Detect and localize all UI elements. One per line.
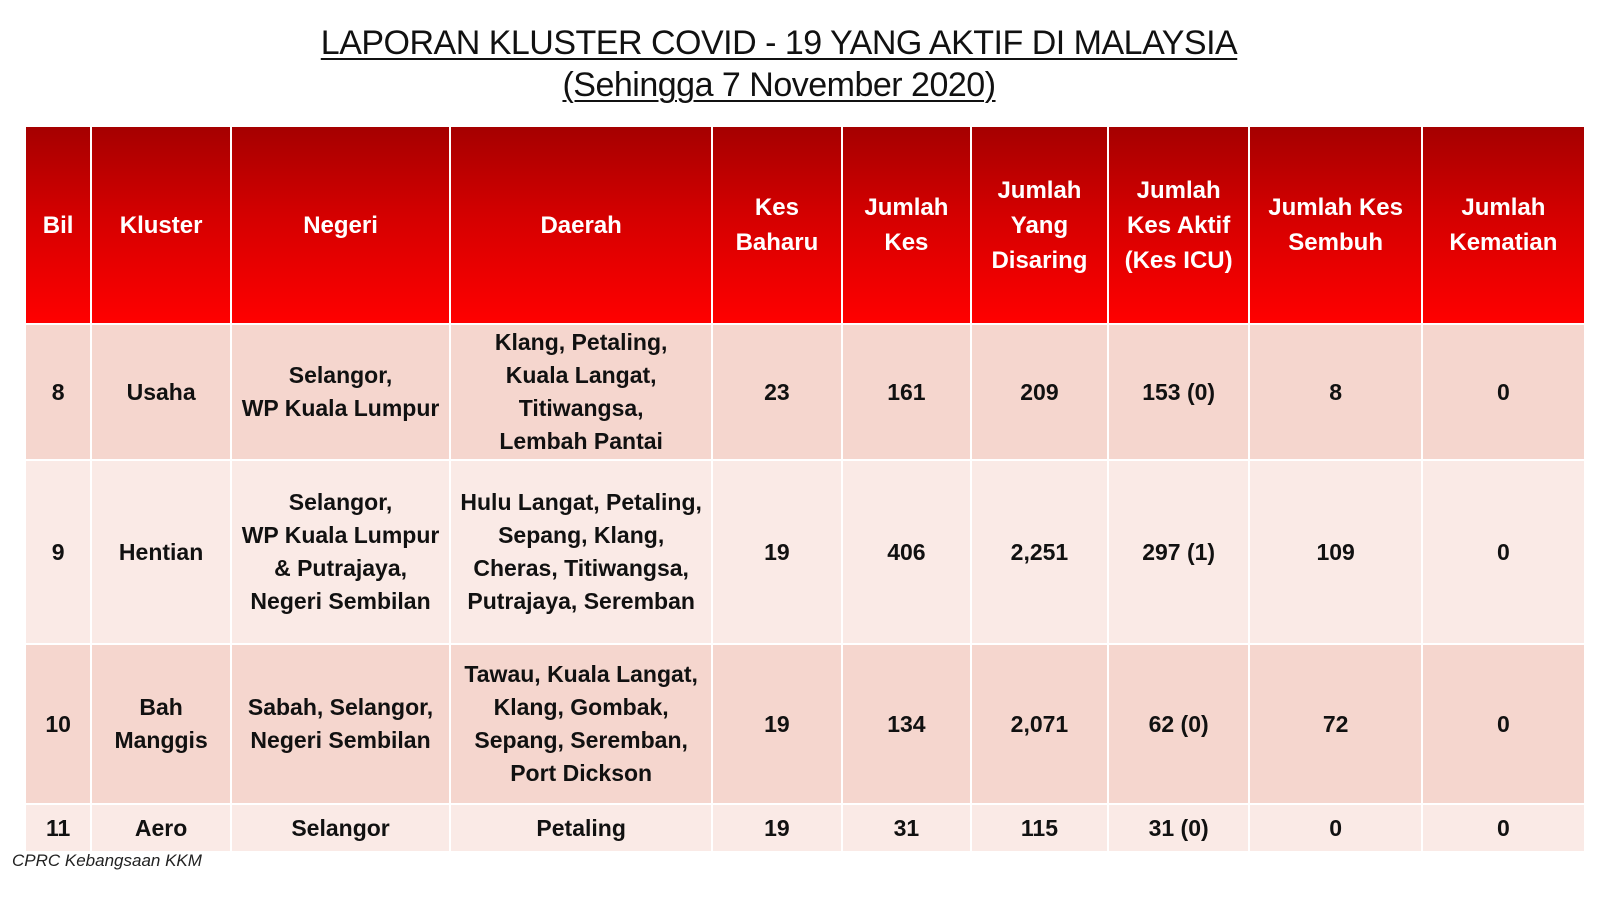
cell-kluster: Usaha: [91, 324, 231, 460]
header-kes-aktif: Jumlah Kes Aktif (Kes ICU): [1108, 126, 1250, 324]
table-row: [25, 324, 1585, 460]
header-jumlah-kes: Jumlah Kes: [842, 126, 971, 324]
cell-daerah: Petaling: [450, 804, 712, 852]
cell-daerah: Klang, Petaling, Kuala Langat, Titiwangsa, Lembah Pantai: [450, 324, 712, 460]
cell-kluster: Bah Manggis: [91, 644, 231, 804]
cell-negeri: Sabah, Selangor, Negeri Sembilan: [231, 644, 450, 804]
cell-sembuh: 72: [1249, 644, 1421, 804]
cell-kes-aktif: 297 (1): [1108, 460, 1250, 644]
header-row: [25, 126, 1585, 324]
cell-jumlah-kes: 161: [842, 324, 971, 460]
cell-kes-aktif: 153 (0): [1108, 324, 1250, 460]
header-kematian: Jumlah Kematian: [1422, 126, 1585, 324]
cell-jumlah-disaring: 209: [971, 324, 1108, 460]
cell-jumlah-disaring: 2,071: [971, 644, 1108, 804]
cell-sembuh: 0: [1249, 804, 1421, 852]
cell-jumlah-kes: 134: [842, 644, 971, 804]
cell-kematian: 0: [1422, 644, 1585, 804]
cluster-table: [24, 125, 1586, 853]
header-negeri: Negeri: [231, 126, 450, 324]
cell-negeri: Selangor: [231, 804, 450, 852]
cell-kes-baharu: 23: [712, 324, 841, 460]
cell-bil: 11: [25, 804, 91, 852]
title-line-2: (Sehingga 7 November 2020): [562, 66, 996, 104]
cell-kematian: 0: [1422, 324, 1585, 460]
header-daerah: Daerah: [450, 126, 712, 324]
header-kes-baharu: Kes Baharu: [712, 126, 841, 324]
cell-bil: 8: [25, 324, 91, 460]
cell-bil: 9: [25, 460, 91, 644]
cell-kematian: 0: [1422, 460, 1585, 644]
header-jumlah-disaring: Jumlah Yang Disaring: [971, 126, 1108, 324]
header-kluster: Kluster: [91, 126, 231, 324]
cell-negeri: Selangor, WP Kuala Lumpur: [231, 324, 450, 460]
table-row: [25, 804, 1585, 852]
cell-kluster: Aero: [91, 804, 231, 852]
cell-negeri: Selangor, WP Kuala Lumpur & Putrajaya, Negeri Sembilan: [231, 460, 450, 644]
cell-kes-baharu: 19: [712, 644, 841, 804]
cell-bil: 10: [25, 644, 91, 804]
table-row: [25, 644, 1585, 804]
cell-kluster: Hentian: [91, 460, 231, 644]
header-bil: Bil: [25, 126, 91, 324]
cell-sembuh: 8: [1249, 324, 1421, 460]
table-row: [25, 460, 1585, 644]
cell-jumlah-kes: 406: [842, 460, 971, 644]
cell-sembuh: 109: [1249, 460, 1421, 644]
cell-kes-baharu: 19: [712, 460, 841, 644]
cell-jumlah-disaring: 2,251: [971, 460, 1108, 644]
cell-daerah: Hulu Langat, Petaling, Sepang, Klang, Cheras, Titiwangsa, Putrajaya, Seremban: [450, 460, 712, 644]
report-title: [0, 22, 1558, 106]
cell-daerah: Tawau, Kuala Langat, Klang, Gombak, Sepang, Seremban, Port Dickson: [450, 644, 712, 804]
cell-jumlah-disaring: 115: [971, 804, 1108, 852]
source-footer: CPRC Kebangsaan KKM: [12, 851, 202, 870]
header-sembuh: Jumlah Kes Sembuh: [1249, 126, 1421, 324]
cell-kes-aktif: 31 (0): [1108, 804, 1250, 852]
cell-kes-baharu: 19: [712, 804, 841, 852]
cell-kematian: 0: [1422, 804, 1585, 852]
cell-kes-aktif: 62 (0): [1108, 644, 1250, 804]
cell-jumlah-kes: 31: [842, 804, 971, 852]
title-line-1: LAPORAN KLUSTER COVID - 19 YANG AKTIF DI MALAYSIA: [320, 24, 1238, 62]
